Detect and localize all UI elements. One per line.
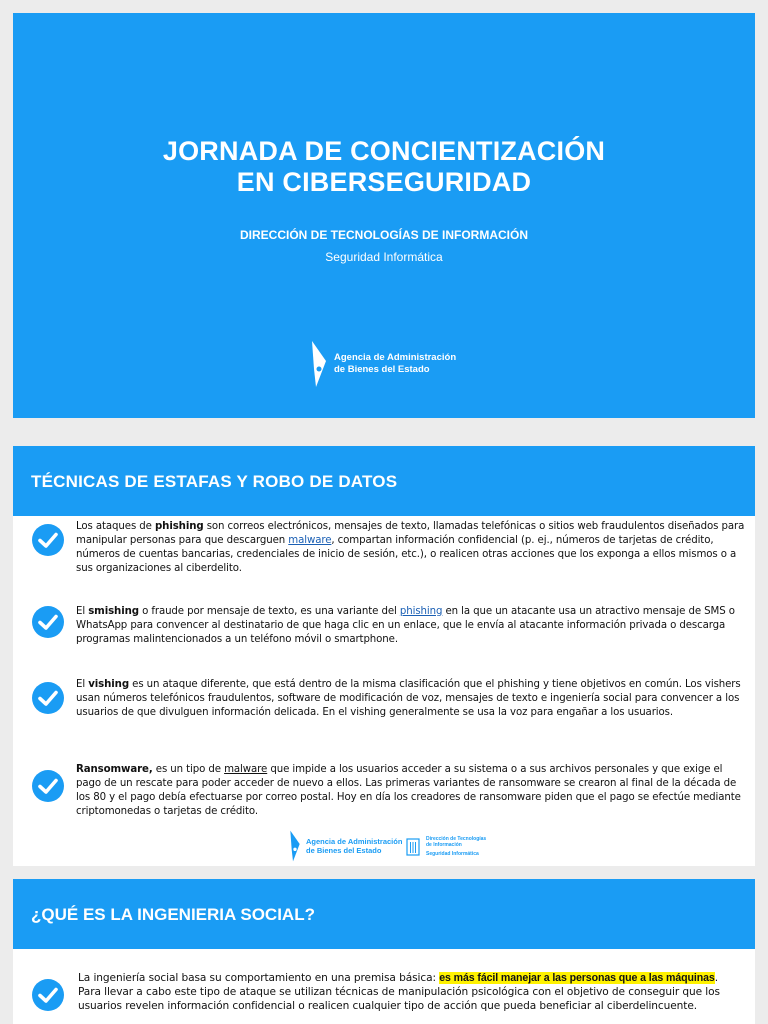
footer-agency-line1: Agencia de Administración (306, 837, 403, 846)
text-span: El (76, 679, 89, 690)
check-circle-icon (32, 524, 64, 556)
text-span: son correos electrónicos, mensajes de texto, llamadas telefónicas o sitios web fraudulentos diseñados para manipular personas para que descarguen (76, 521, 745, 546)
social-engineering-page (13, 879, 755, 1024)
malware-link[interactable]: malware (224, 764, 268, 775)
item-text (76, 678, 750, 720)
text-span: o fraude por mensaje de texto, es una variante del (138, 606, 400, 617)
item-text (76, 520, 750, 576)
section-title: ¿QUÉ ES LA INGENIERIA SOCIAL? (31, 905, 315, 924)
text-span: en la que un atacante usa un atractivo mensaje de SMS o WhatsApp para convencer al destinatario de que haga clic en un enlace, que le envía al atacante información privada o descarga programas malintencionados a un teléfono móvil o smartphone. (76, 606, 735, 645)
highlighted-premise: es más fácil manejar a las personas que a las máquinas (439, 972, 715, 984)
agency-logo-icon (289, 829, 301, 863)
techniques-page (13, 446, 755, 866)
agency-logo-icon (310, 339, 328, 389)
phishing-link[interactable]: phishing (399, 606, 443, 617)
check-circle-icon (32, 606, 64, 638)
text-span: . Para llevar a cabo este tipo de ataque se utilizan técnicas de manipulación psicológica con el objetivo de conseguir que los usuarios revelen información confidencial o realicen cualquier tipo de acción que pueda beneficiar al ciberdelincuente. (78, 972, 720, 1012)
check-circle-icon (32, 770, 64, 802)
agency-logo-text (334, 352, 474, 376)
text-span: es un tipo de (152, 764, 225, 775)
malware-link[interactable]: malware (288, 535, 332, 546)
footer-dti-line2: de Información (426, 841, 462, 848)
check-circle-icon (32, 979, 64, 1011)
term-ransomware: Ransomware, (76, 764, 153, 775)
term-smishing: smishing (88, 606, 139, 617)
term-vishing: vishing (88, 679, 130, 690)
cover-subtitle-2: Seguridad Informática (325, 250, 443, 264)
text-span: que impide a los usuarios acceder a su sistema o a sus archivos personales y que exige el pago de un rescate para poder acceder de nuevo a ellos. Las primeras variantes de ransomware se crearon al final de la década de los 80 y el pago debía efectuarse por correo postal. Hoy en día los creadores de ransomware piden que el pago se efectúe mediante criptomonedas o tarjetas de crédito. (76, 764, 741, 817)
cover-title-line1: JORNADA DE CONCIENTIZACIÓN (162, 136, 606, 166)
text-span: Los ataques de (76, 521, 155, 532)
cover-subtitle: DIRECCIÓN DE TECNOLOGÍAS DE INFORMACIÓN (239, 228, 528, 242)
building-icon (406, 836, 420, 856)
item-text (76, 763, 750, 819)
section-header (13, 879, 755, 949)
agency-logo-line1: Agencia de Administración (334, 352, 457, 363)
cover-title-line2: EN CIBERSEGURIDAD (236, 167, 532, 197)
text-span: , compartan información confidencial (p. ej., números de tarjetas de crédito, números de cuentas bancarias, credenciales de inicio de sesión, etc.), o realicen otras acciones que los exponga a ellos mismos o a sus organizaciones al ciberdelito. (76, 535, 737, 574)
check-circle-icon (32, 682, 64, 714)
item-text (78, 971, 743, 1013)
footer-dti-line1: Dirección de Tecnologías (426, 835, 487, 842)
text-span: El (76, 606, 89, 617)
cover-page (13, 13, 755, 418)
footer-logos (289, 829, 496, 863)
footer-dti-text (426, 836, 496, 857)
footer-dti-line3: Seguridad Informática (426, 850, 479, 857)
agency-logo-line2: de Bienes del Estado (334, 364, 430, 375)
footer-agency-line2: de Bienes del Estado (306, 846, 382, 855)
section-header (13, 446, 755, 516)
text-span: es un ataque diferente, que está dentro de la misma clasificación que el phishing y tiene objetivos en común. Los vishers usan números telefónicos fraudulentos, software de modificación de voz, mensajes de texto e ingeniería social para convencer a los usuarios de que divulguen información delicada. En el vishing generalmente se usa la voz para engañar a los usuarios. (76, 679, 741, 718)
agency-logo (310, 339, 474, 389)
section-title: TÉCNICAS DE ESTAFAS Y ROBO DE DATOS (31, 472, 398, 491)
footer-agency-text (306, 837, 406, 855)
text-span: La ingeniería social basa su comportamiento en una premisa básica: (78, 972, 440, 984)
cover-title (13, 136, 755, 198)
term-phishing: phishing (154, 521, 204, 532)
item-text (76, 605, 750, 647)
